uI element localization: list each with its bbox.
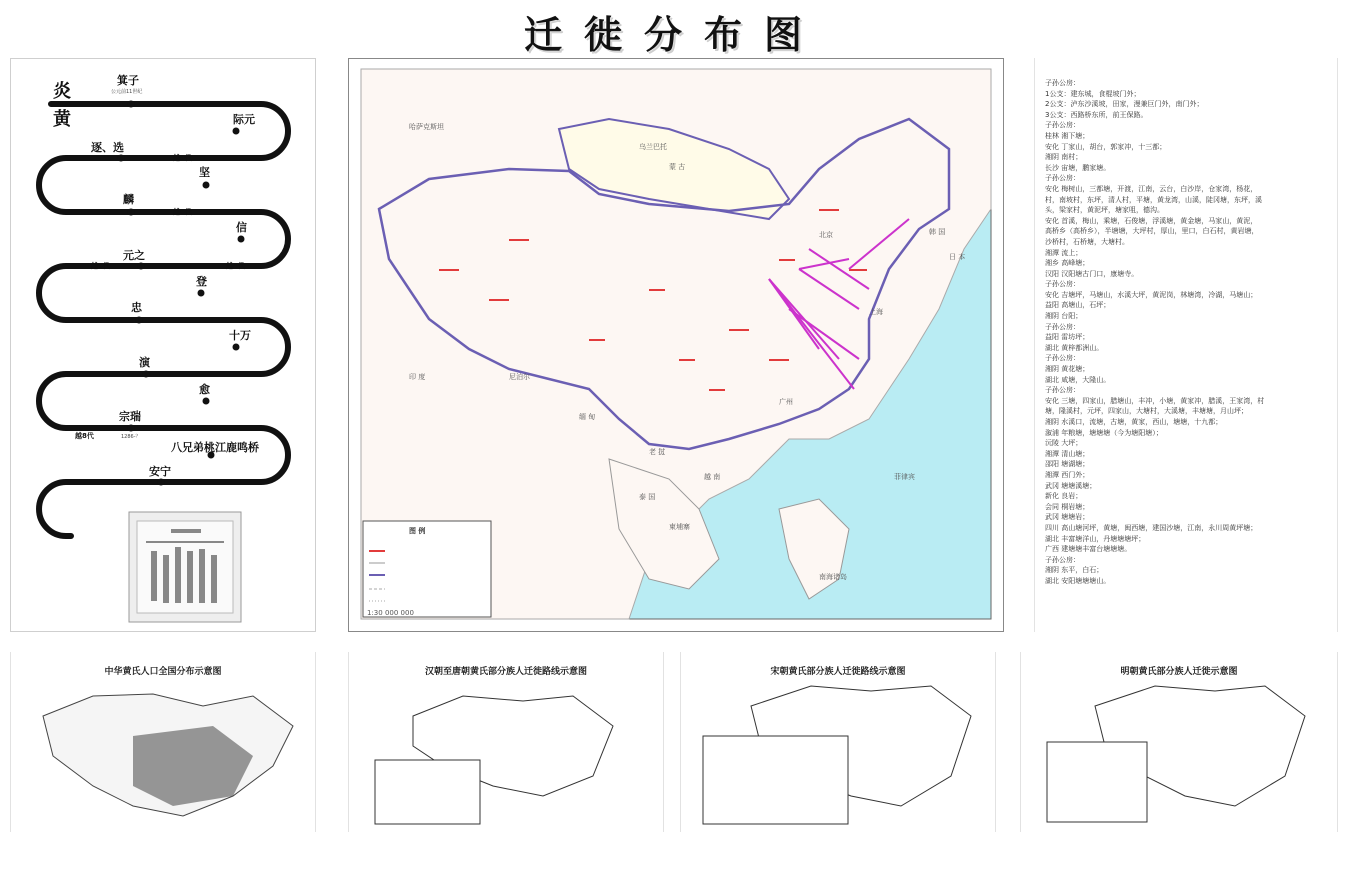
branch-line: 沙桥村，石桥塘，大塘村。 <box>1045 237 1129 246</box>
main-map <box>348 58 1004 632</box>
branch-line: 邵阳 塘湖塘； <box>1045 460 1090 469</box>
branch-line: 子孙公房： <box>1045 322 1080 331</box>
branch-line: 头，梁家村，黄泥坪，塘家咀，德沟。 <box>1045 206 1164 215</box>
branch-line: 安化 吉塘坪，马塘山，水溪大坪，黄泥岗，林塘湾，冷湖，马塘山； <box>1045 290 1258 299</box>
thumbnail-title: 汉朝至唐朝黄氏部分族人迁徙路线示意图 <box>424 667 587 677</box>
place-shanghai: 上海 <box>869 308 883 316</box>
gen-name: 愈 <box>199 383 210 396</box>
thumbnail-image <box>701 676 981 826</box>
thumbnail-map <box>10 652 316 832</box>
place-guangzhou: 广州 <box>779 398 793 406</box>
branch-line: 安化 首溪，梅山，乘塘，石俊塘，浮溪塘，黄金塘，马家山，黄泥， <box>1045 216 1258 225</box>
legend-title: 图 例 <box>409 527 426 535</box>
branch-line: 湘潭 西门外； <box>1045 470 1090 479</box>
thumbnail-image <box>373 676 643 826</box>
branch-line: 沅陵 大坪； <box>1045 439 1083 448</box>
gen-name: 信 <box>236 221 247 234</box>
branch-line: 子孙公房： <box>1045 354 1080 363</box>
branch-line: 湘阴 东平，白石； <box>1045 566 1104 575</box>
place-south-china-sea-islands: 南海诸岛 <box>819 573 847 581</box>
branch-line: 桂林 湘下塘； <box>1045 131 1090 140</box>
thumbnail-map <box>1020 652 1338 832</box>
place-myanmar: 缅 甸 <box>579 413 596 421</box>
branch-line: 子孙公房： <box>1045 79 1080 87</box>
branch-line: 子孙公房： <box>1045 555 1080 564</box>
lineage-chart <box>11 59 317 633</box>
gen-note: 公元前11世纪 <box>111 89 143 95</box>
map-scale: 1:30 000 000 <box>367 609 414 617</box>
thumbnail-title: 中华黄氏人口全国分布示意图 <box>104 667 222 677</box>
branch-line: 1公支：建东城，食棍坡门外； <box>1045 89 1141 98</box>
branch-line: 子孙公房： <box>1045 121 1080 130</box>
branch-line: 湘阴 黄花塘； <box>1045 365 1090 374</box>
branch-line: 湖北 黄梓都洲山。 <box>1045 343 1104 352</box>
branch-line: 益阳 雷坊坪； <box>1045 333 1090 342</box>
gen-name: 安宁 <box>149 465 171 478</box>
gen-name: 登 <box>196 275 207 288</box>
branch-line: 安化 三塘，四家山，腊塘山，丰冲，小塘，黄家冲，腊溪，王家湾，村 <box>1045 396 1265 405</box>
place-india: 印 度 <box>409 373 426 381</box>
skip-label: 越6代 <box>173 208 192 216</box>
gen-name: 箕子 <box>117 74 139 87</box>
gen-name: 八兄弟桃江鹿鸣桥 <box>171 441 259 454</box>
place-ulaanbaatar: 乌兰巴托 <box>639 143 667 151</box>
place-vietnam: 越 南 <box>704 473 721 481</box>
branch-line: 武冈 塘塘岩； <box>1045 513 1090 522</box>
gen-note: 1286-？ <box>121 434 141 440</box>
gen-name: 元之 <box>123 249 145 262</box>
branch-line: 湖北 安阳塘塘塘山。 <box>1045 576 1111 585</box>
lineage-panel <box>10 58 316 632</box>
gen-name: 坚 <box>199 166 210 179</box>
origin-char-2: 黄 <box>53 109 71 130</box>
branch-line: 安化 丁家山，胡台，郭家冲，十三都； <box>1045 142 1167 151</box>
branch-line: 3公支：西路桥东所，前王保路。 <box>1045 110 1148 119</box>
branch-list-panel <box>1034 58 1338 632</box>
thumbnail-title: 宋朝黄氏部分族人迁徙路线示意图 <box>770 667 906 677</box>
branch-line: 湖北 咸塘，大隆山。 <box>1045 375 1111 384</box>
place-laos: 老 挝 <box>649 448 666 456</box>
branch-line: 塘，隆溪村，元坪，四家山，大塘村，大溪塘，丰塘塘，月山坪； <box>1045 407 1248 416</box>
branch-line: 湘阴 南村； <box>1045 153 1083 162</box>
thumbnail-title: 明朝黄氏部分族人迁徙示意图 <box>1120 667 1238 677</box>
skip-label: 越4代 <box>226 262 245 270</box>
thumbnail-map <box>348 652 664 832</box>
branch-line: 四川 高山塘河坪，黄塘，闽西塘，建国沙塘，江南，永川周黄坪塘； <box>1045 523 1258 532</box>
branch-line: 汉阳 汉阳塘古门口，康塘寺。 <box>1045 269 1139 278</box>
migration-map <box>349 59 1003 631</box>
gen-name: 际元 <box>233 113 255 126</box>
branch-line: 湘阴 台阳； <box>1045 312 1083 321</box>
family-tree-photo <box>129 512 241 622</box>
place-korea: 韩 国 <box>929 228 946 236</box>
branch-line: 子孙公房： <box>1045 386 1080 395</box>
place-cambodia: 柬埔寨 <box>669 523 690 531</box>
branch-line: 湘乡 高峰塘； <box>1045 259 1090 268</box>
branch-line: 会同 桐岩塘； <box>1045 502 1090 511</box>
place-beijing: 北京 <box>819 231 833 239</box>
gen-name: 麟 <box>123 193 134 206</box>
branch-line: 湘潭 清山塘； <box>1045 449 1090 458</box>
branch-line: 武冈 塘塘溪塘； <box>1045 481 1097 490</box>
origin-char-1: 炎 <box>53 81 71 102</box>
place-kazakhstan: 哈萨克斯坦 <box>409 123 444 131</box>
branch-line: 湘潭 流上； <box>1045 248 1083 257</box>
skip-label: 越5代 <box>91 262 110 270</box>
branch-line: 益阳 高塘山，石坪； <box>1045 301 1111 310</box>
branch-line: 湖北 丰富塘洋山，丹塘塘塘坪； <box>1045 534 1146 543</box>
place-nepal: 尼泊尔 <box>509 373 530 381</box>
map-legend <box>363 521 491 617</box>
thumbnail-map <box>680 652 996 832</box>
branch-line: 子孙公房： <box>1045 280 1080 289</box>
place-thailand: 泰 国 <box>639 493 656 501</box>
gen-name: 十万 <box>229 329 251 342</box>
skip-label: 越9代 <box>173 154 192 162</box>
page-title: 迁徙分布图 <box>523 12 824 57</box>
thumbnail-image <box>1045 676 1315 826</box>
branch-line: 2公支：泸东沙溪坡，田家，漫兼巨门外，南门外； <box>1045 100 1204 109</box>
branch-list <box>1045 78 1331 587</box>
gen-name: 演 <box>139 356 150 369</box>
branch-line: 高桥乡（高桥乡），半塘塘，大坪村，厚山，里口，白石村，黄岩塘， <box>1045 227 1259 236</box>
place-philippines: 菲律宾 <box>894 473 915 481</box>
branch-line: 广西 建塘塘丰富台塘塘塘。 <box>1045 545 1132 554</box>
gen-name: 宗瑞 <box>119 410 141 423</box>
branch-line: 长沙 宙塘，鹏家塘。 <box>1045 163 1111 172</box>
branch-line: 新化 良岩； <box>1045 492 1083 501</box>
branch-line: 安化 梅树山，三都塘，开渡，江南，云台，白沙岸，仓家湾，杨花， <box>1045 184 1258 193</box>
branch-line: 溆浦 年粮塘，塘塘塘（今为塘阳塘）； <box>1045 428 1163 437</box>
branch-line: 村，南坡村，东坪，清人村，平塘，黄龙湾，山溪，陡冈塘，东坪，溪 <box>1045 195 1262 204</box>
place-japan: 日 本 <box>949 253 966 261</box>
place-mongolia: 蒙 古 <box>669 163 686 171</box>
branch-line: 子孙公房： <box>1045 174 1080 183</box>
skip-label: 越8代 <box>75 432 94 440</box>
gen-name: 逐、选 <box>91 141 124 154</box>
branch-line: 湘阴 水溪口，流塘，古塘，黄家，西山，塘塘，十九都； <box>1045 418 1223 426</box>
thumbnail-image <box>33 676 303 826</box>
gen-name: 忠 <box>131 301 142 314</box>
